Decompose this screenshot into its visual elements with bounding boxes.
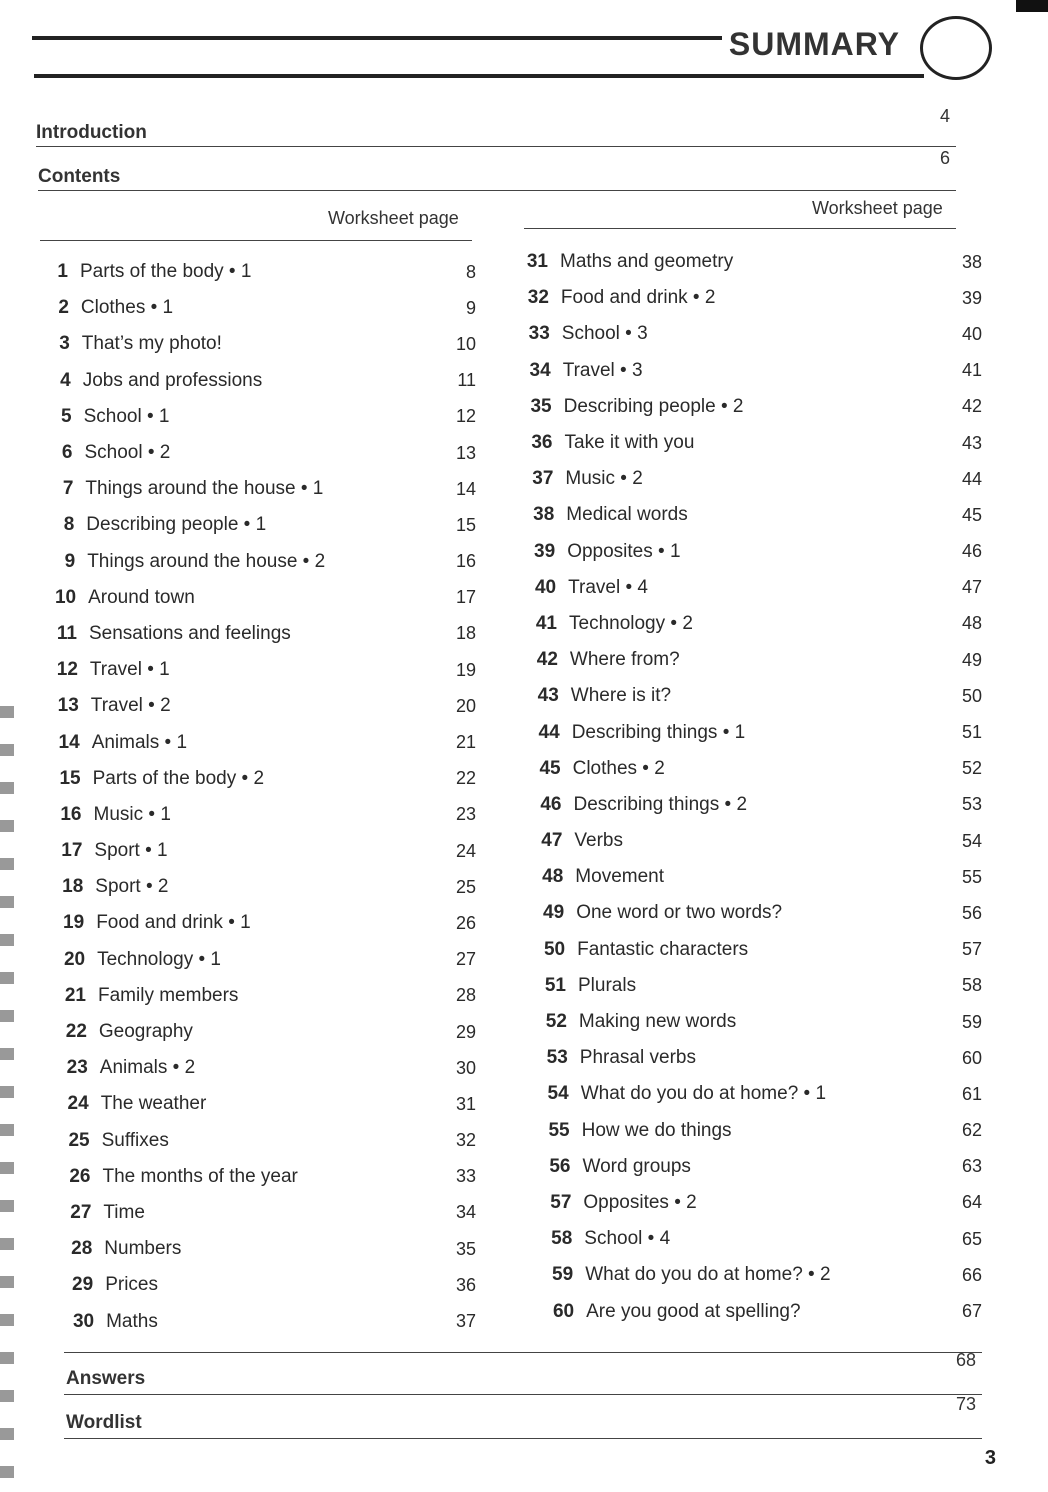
worksheet-page: 38 <box>961 251 982 272</box>
worksheet-row <box>32 1123 476 1159</box>
worksheet-title: Things around the house • 2 <box>87 550 326 572</box>
worksheet-title: School • 4 <box>584 1228 671 1250</box>
worksheet-page: 42 <box>961 396 982 417</box>
worksheet-number: 37 <box>532 468 554 490</box>
worksheet-number: 19 <box>63 912 85 934</box>
introduction-rule <box>36 146 956 147</box>
worksheet-row <box>32 1231 476 1267</box>
worksheet-row <box>512 751 982 787</box>
worksheet-title: One word or two words? <box>576 902 783 924</box>
worksheet-title: Sport • 1 <box>94 840 168 862</box>
worksheet-number: 12 <box>56 659 78 681</box>
contents-rule <box>38 190 956 191</box>
worksheet-number: 30 <box>72 1310 95 1332</box>
worksheet-row <box>512 642 982 678</box>
worksheet-number: 25 <box>68 1129 90 1151</box>
worksheet-page: 39 <box>961 287 982 308</box>
worksheet-title: Describing people • 2 <box>563 395 744 417</box>
worksheet-row <box>32 326 476 362</box>
worksheet-page: 33 <box>455 1166 476 1187</box>
worksheet-page: 28 <box>455 985 476 1006</box>
worksheet-row <box>512 859 982 895</box>
worksheet-page: 18 <box>455 623 476 644</box>
worksheet-row <box>32 1267 476 1303</box>
worksheet-row <box>32 724 476 760</box>
worksheet-row <box>512 280 982 316</box>
worksheet-row <box>512 1113 982 1149</box>
worksheet-title: How we do things <box>581 1119 732 1141</box>
worksheet-row <box>512 244 982 280</box>
worksheet-number: 58 <box>551 1228 573 1250</box>
worksheet-title: Making new words <box>578 1011 737 1033</box>
spiral-binding <box>0 680 14 1480</box>
worksheet-page: 23 <box>455 804 476 825</box>
worksheet-title: Travel • 1 <box>89 659 170 681</box>
worksheet-title: What do you do at home? • 1 <box>580 1083 827 1105</box>
worksheet-number: 23 <box>66 1057 88 1079</box>
worksheet-number: 34 <box>529 359 551 381</box>
worksheet-number: 5 <box>61 405 72 427</box>
worksheet-row <box>512 714 982 750</box>
worksheet-number: 17 <box>61 840 83 862</box>
worksheet-title: School • 1 <box>83 405 170 427</box>
worksheet-row <box>32 688 476 724</box>
worksheet-row <box>512 968 982 1004</box>
worksheet-number: 35 <box>530 395 552 417</box>
worksheet-number: 16 <box>60 803 82 825</box>
worksheet-page: 35 <box>455 1238 476 1259</box>
worksheet-page: 22 <box>455 768 476 789</box>
worksheet-page: 16 <box>455 551 476 572</box>
worksheet-number: 9 <box>64 550 76 572</box>
worksheet-page: 60 <box>961 1047 982 1068</box>
worksheet-row <box>512 461 982 497</box>
worksheet-row <box>512 1257 982 1293</box>
worksheet-row <box>32 399 476 435</box>
worksheet-row <box>32 833 476 869</box>
worksheet-page: 47 <box>961 577 982 598</box>
worksheet-title: Maths and geometry <box>560 251 734 273</box>
worksheet-row <box>512 606 982 642</box>
wordlist-page: 73 <box>955 1394 976 1414</box>
worksheet-number: 33 <box>528 323 550 345</box>
worksheet-title: Technology • 1 <box>97 948 221 970</box>
worksheet-row <box>32 1014 476 1050</box>
contents-page: 6 <box>939 148 950 168</box>
worksheet-row <box>512 1040 982 1076</box>
worksheet-page: 34 <box>455 1202 476 1223</box>
worksheet-title: Around town <box>88 586 195 608</box>
worksheet-row <box>512 497 982 533</box>
worksheet-number: 1 <box>57 261 68 283</box>
worksheet-row <box>32 1195 476 1231</box>
worksheet-title: Clothes • 2 <box>572 757 665 779</box>
worksheet-number: 44 <box>538 721 560 743</box>
introduction-page: 4 <box>939 106 950 126</box>
worksheet-number: 26 <box>69 1165 91 1187</box>
worksheet-title: Prices <box>105 1274 158 1296</box>
worksheet-row <box>32 1159 476 1195</box>
worksheet-title: Verbs <box>574 830 623 852</box>
worksheet-number: 49 <box>543 902 565 924</box>
worksheet-row <box>32 616 476 652</box>
worksheet-page: 58 <box>961 975 982 996</box>
worksheet-title: Plurals <box>578 974 637 996</box>
worksheet-row <box>512 932 982 968</box>
worksheet-page: 29 <box>455 1021 476 1042</box>
worksheet-number: 57 <box>550 1191 572 1213</box>
worksheet-row <box>32 580 476 616</box>
worksheet-number: 50 <box>543 938 566 960</box>
worksheet-number: 18 <box>62 876 84 898</box>
page-number: 3 <box>984 1447 996 1469</box>
worksheet-number: 27 <box>70 1201 92 1223</box>
worksheet-number: 52 <box>545 1011 567 1033</box>
worksheet-title: Sport • 2 <box>95 876 169 898</box>
worksheet-page: 65 <box>961 1228 982 1249</box>
worksheet-page: 13 <box>455 442 476 463</box>
worksheet-row <box>512 353 982 389</box>
wordlist-rule <box>64 1438 982 1439</box>
worksheet-page: 45 <box>961 504 982 525</box>
worksheet-page: 27 <box>455 949 476 970</box>
worksheet-row <box>512 389 982 425</box>
worksheet-number: 10 <box>54 586 77 608</box>
worksheet-title: Word groups <box>582 1155 691 1177</box>
worksheet-row <box>512 1293 982 1329</box>
worksheet-row <box>32 869 476 905</box>
worksheet-page: 61 <box>961 1083 982 1104</box>
worksheet-title: Travel • 4 <box>568 576 648 598</box>
worksheet-number: 21 <box>64 984 86 1006</box>
worksheet-number: 7 <box>62 478 74 500</box>
worksheet-page: 54 <box>961 830 982 851</box>
worksheet-page: 21 <box>455 732 476 753</box>
worksheet-row <box>32 363 476 399</box>
worksheet-number: 60 <box>552 1300 575 1322</box>
worksheet-number: 20 <box>63 948 86 970</box>
worksheet-title: Numbers <box>104 1238 182 1260</box>
worksheet-row <box>512 823 982 859</box>
worksheet-title: Phrasal verbs <box>579 1047 696 1069</box>
worksheet-title: What do you do at home? • 2 <box>585 1264 831 1286</box>
worksheet-page: 46 <box>961 541 982 562</box>
worksheet-page: 43 <box>961 432 982 453</box>
worksheet-row <box>32 471 476 507</box>
worksheet-page: 17 <box>455 587 476 608</box>
worksheet-row <box>512 787 982 823</box>
worksheet-number: 22 <box>65 1021 87 1043</box>
worksheet-title: Things around the house • 1 <box>85 478 324 500</box>
scan-corner-mark <box>1016 0 1048 12</box>
worksheet-number: 31 <box>526 251 548 273</box>
worksheet-page: 44 <box>961 468 982 489</box>
worksheet-number: 4 <box>60 369 71 391</box>
worksheet-title: Suffixes <box>101 1129 169 1151</box>
worksheet-row <box>32 507 476 543</box>
worksheet-page: 52 <box>961 758 982 779</box>
worksheet-row <box>512 678 982 714</box>
worksheet-number: 48 <box>542 866 564 888</box>
worksheet-number: 42 <box>536 649 558 671</box>
worksheet-number: 45 <box>539 757 561 779</box>
worksheet-row <box>32 435 476 471</box>
worksheet-title: Music • 2 <box>565 468 643 490</box>
worksheet-title: School • 3 <box>561 323 648 345</box>
worksheet-page: 12 <box>455 406 476 427</box>
left-worksheet-list <box>32 254 476 1340</box>
worksheet-number: 28 <box>71 1238 93 1260</box>
worksheet-number: 46 <box>540 793 562 815</box>
worksheet-page: 8 <box>465 261 476 282</box>
worksheet-page: 37 <box>455 1311 476 1332</box>
worksheet-title: Take it with you <box>564 432 695 454</box>
worksheet-page: 19 <box>455 659 476 680</box>
worksheet-number: 56 <box>549 1155 571 1177</box>
worksheet-title: Describing things • 1 <box>571 721 746 743</box>
worksheet-title: That’s my photo! <box>81 333 222 355</box>
header-bottom-rule <box>34 74 924 78</box>
worksheet-page: 57 <box>961 939 982 960</box>
worksheet-page: 26 <box>455 912 476 933</box>
worksheet-row <box>512 316 982 352</box>
worksheet-page: 48 <box>961 613 982 634</box>
worksheet-title: Clothes • 1 <box>80 297 174 319</box>
worksheet-page: 55 <box>961 866 982 887</box>
right-worksheet-list <box>512 244 982 1330</box>
worksheet-title: Movement <box>575 866 664 888</box>
worksheet-page: 32 <box>455 1130 476 1151</box>
worksheet-number: 15 <box>59 767 81 789</box>
worksheet-title: Are you good at spelling? <box>586 1300 801 1322</box>
worksheet-number: 14 <box>58 731 80 753</box>
left-column-header: Worksheet page <box>328 208 459 228</box>
worksheet-row <box>32 978 476 1014</box>
worksheet-page: 49 <box>961 649 982 670</box>
worksheet-page: 30 <box>455 1057 476 1078</box>
worksheet-row <box>512 425 982 461</box>
worksheet-title: Technology • 2 <box>569 612 693 634</box>
worksheet-page: 59 <box>961 1011 982 1032</box>
worksheet-row <box>512 1221 982 1257</box>
worksheet-number: 24 <box>67 1093 89 1115</box>
wordlist-label: Wordlist <box>66 1412 142 1433</box>
worksheet-page: 56 <box>961 902 982 923</box>
worksheet-number: 36 <box>531 432 553 454</box>
worksheet-title: Parts of the body • 2 <box>92 767 265 789</box>
worksheet-row <box>512 895 982 931</box>
worksheet-row <box>32 761 476 797</box>
worksheet-number: 2 <box>58 297 69 319</box>
worksheet-number: 43 <box>537 685 559 707</box>
worksheet-title: Parts of the body • 1 <box>80 261 252 283</box>
worksheet-title: Where is it? <box>570 685 672 707</box>
answers-page: 68 <box>955 1350 976 1370</box>
worksheet-row <box>32 797 476 833</box>
worksheet-title: Travel • 2 <box>90 695 171 717</box>
worksheet-title: Maths <box>106 1310 158 1332</box>
header-circle-icon <box>920 16 992 80</box>
worksheet-title: Where from? <box>569 649 680 671</box>
worksheet-number: 29 <box>72 1274 94 1296</box>
worksheet-row <box>512 1004 982 1040</box>
worksheet-number: 38 <box>533 504 555 526</box>
worksheet-number: 40 <box>534 576 557 598</box>
worksheet-row <box>32 905 476 941</box>
worksheet-title: Sensations and feelings <box>89 622 291 644</box>
answers-top-rule <box>64 1352 982 1353</box>
worksheet-number: 41 <box>535 612 557 634</box>
worksheet-page: 9 <box>465 297 476 318</box>
worksheet-row <box>32 1303 476 1339</box>
introduction-label: Introduction <box>36 122 147 143</box>
worksheet-title: Animals • 1 <box>91 731 188 753</box>
worksheet-title: Opposites • 2 <box>583 1191 697 1213</box>
worksheet-row <box>32 254 476 290</box>
worksheet-page: 51 <box>961 722 982 743</box>
worksheet-page: 15 <box>455 514 476 535</box>
worksheet-title: Food and drink • 2 <box>560 287 716 309</box>
worksheet-title: Medical words <box>566 504 688 526</box>
worksheet-page: 10 <box>455 333 476 354</box>
worksheet-page: 40 <box>961 323 982 344</box>
worksheet-page: 25 <box>455 876 476 897</box>
worksheet-page: 64 <box>961 1192 982 1213</box>
worksheet-row <box>512 534 982 570</box>
worksheet-row <box>512 1076 982 1112</box>
worksheet-title: Jobs and professions <box>82 369 263 391</box>
worksheet-page: 66 <box>961 1264 982 1285</box>
worksheet-row <box>32 544 476 580</box>
answers-label: Answers <box>66 1368 146 1389</box>
worksheet-row <box>512 570 982 606</box>
worksheet-page: 62 <box>961 1120 982 1141</box>
worksheet-page: 20 <box>455 695 476 716</box>
worksheet-number: 59 <box>552 1264 574 1286</box>
worksheet-title: Geography <box>98 1021 193 1043</box>
worksheet-page: 67 <box>961 1301 982 1322</box>
worksheet-number: 55 <box>548 1119 570 1141</box>
worksheet-page: 63 <box>961 1156 982 1177</box>
worksheet-row <box>32 290 476 326</box>
page-title: SUMMARY <box>728 26 900 62</box>
worksheet-title: School • 2 <box>84 442 171 464</box>
worksheet-row <box>32 942 476 978</box>
worksheet-title: The months of the year <box>102 1165 298 1187</box>
worksheet-number: 6 <box>61 442 73 464</box>
worksheet-title: Family members <box>98 984 239 1006</box>
worksheet-row <box>32 1050 476 1086</box>
worksheet-title: The weather <box>100 1093 207 1115</box>
worksheet-number: 53 <box>546 1047 568 1069</box>
worksheet-number: 11 <box>56 622 77 644</box>
worksheet-number: 39 <box>534 540 556 562</box>
worksheet-row <box>32 1086 476 1122</box>
right-column-header-rule <box>524 228 956 229</box>
worksheet-title: Describing things • 2 <box>573 793 748 815</box>
right-column-header: Worksheet page <box>812 198 943 218</box>
worksheet-title: Describing people • 1 <box>86 514 267 536</box>
worksheet-title: Animals • 2 <box>99 1057 196 1079</box>
worksheet-page: 50 <box>961 685 982 706</box>
worksheet-page: 14 <box>455 478 476 499</box>
header-top-rule <box>32 36 722 40</box>
worksheet-number: 54 <box>547 1083 569 1105</box>
left-column-header-rule <box>40 240 472 241</box>
worksheet-number: 51 <box>544 974 566 996</box>
answers-rule <box>64 1394 982 1395</box>
worksheet-number: 47 <box>541 830 563 852</box>
worksheet-number: 3 <box>59 333 70 355</box>
worksheet-row <box>32 652 476 688</box>
worksheet-page: 24 <box>455 840 476 861</box>
worksheet-title: Fantastic characters <box>577 938 749 960</box>
worksheet-title: Music • 1 <box>93 803 171 825</box>
contents-label: Contents <box>38 166 121 187</box>
worksheet-row <box>512 1185 982 1221</box>
worksheet-page: 53 <box>961 794 982 815</box>
worksheet-title: Time <box>103 1201 145 1223</box>
worksheet-page: 36 <box>455 1274 476 1295</box>
worksheet-title: Travel • 3 <box>562 359 643 381</box>
worksheet-page: 11 <box>457 370 476 391</box>
worksheet-number: 13 <box>57 695 79 717</box>
worksheet-page: 31 <box>455 1093 476 1114</box>
worksheet-number: 8 <box>63 514 75 536</box>
worksheet-title: Opposites • 1 <box>567 540 681 562</box>
worksheet-title: Food and drink • 1 <box>96 912 251 934</box>
worksheet-number: 32 <box>527 287 549 309</box>
worksheet-row <box>512 1149 982 1185</box>
worksheet-page: 41 <box>961 360 982 381</box>
